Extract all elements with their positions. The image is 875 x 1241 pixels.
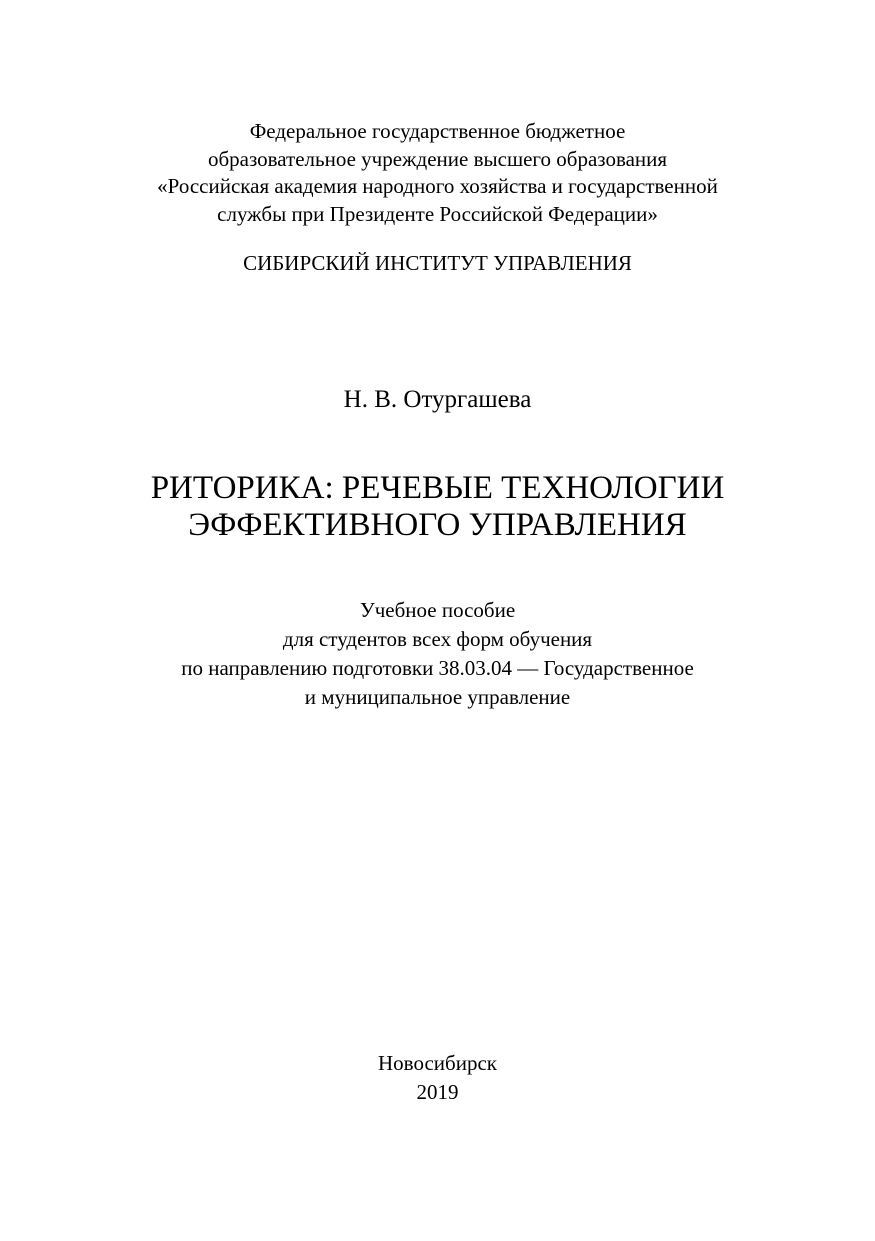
organization-line: Федеральное государственное бюджетное — [249, 119, 626, 143]
book-title — [0, 470, 875, 544]
institute-line: СИБИРСКИЙ ИНСТИТУТ УПРАВЛЕНИЯ — [243, 251, 632, 275]
author-name — [0, 384, 875, 416]
organization-line: «Российская академия народного хозяйства и государственной — [157, 174, 718, 198]
book-title-line: РИТОРИКА: РЕЧЕВЫЕ ТЕХНОЛОГИИ — [150, 470, 725, 506]
organization-line: образовательное учреждение высшего образования — [207, 146, 668, 171]
organization-line: службы при Президенте Российской Федерации» — [217, 201, 658, 226]
book-title-line: ЭФФЕКТИВНОГО УПРАВЛЕНИЯ — [188, 507, 687, 543]
organization-block — [0, 118, 875, 228]
author-line: Н. В. Отургашева — [343, 386, 532, 413]
imprint-block — [0, 1049, 875, 1107]
subtitle-line: для студентов всех форм обучения — [282, 627, 593, 651]
imprint-year: 2019 — [416, 1080, 459, 1104]
subtitle-line: и муниципальное управление — [304, 685, 571, 709]
subtitle-line: Учебное пособие — [359, 598, 516, 622]
institute-name — [0, 250, 875, 277]
book-subtitle — [0, 596, 875, 712]
subtitle-line: по направлению подготовки 38.03.04 — Государственное — [181, 656, 694, 680]
imprint-city: Новосибирск — [378, 1051, 497, 1075]
